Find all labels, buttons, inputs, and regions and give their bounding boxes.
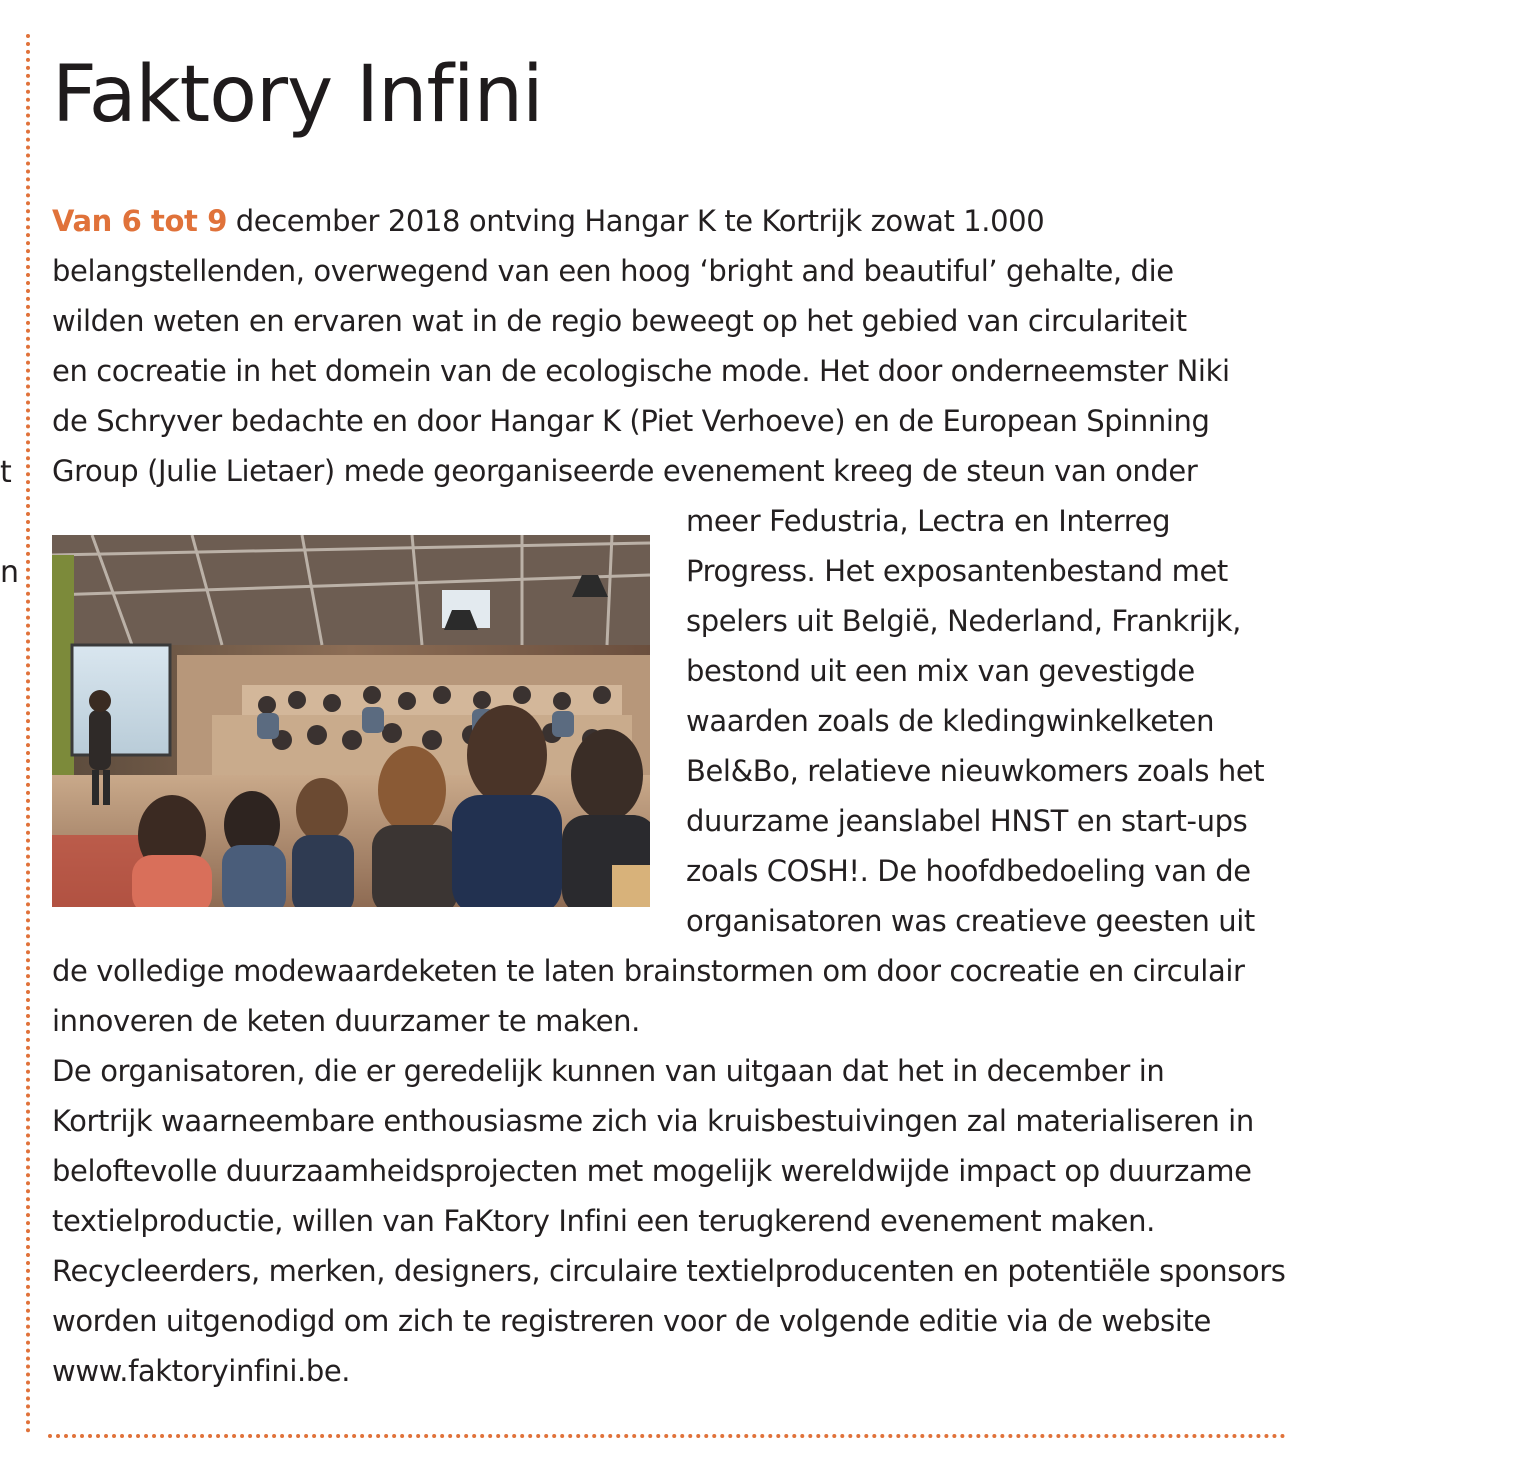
body-line: De organisatoren, die er geredelijk kunnen van uitgaan dat het in december in: [52, 1054, 1165, 1088]
body-line: worden uitgenodigd om zich te registreren voor de volgende editie via de website: [52, 1304, 1211, 1338]
body-line: wilden weten en ervaren wat in de regio beweegt op het gebied van circulariteit: [52, 304, 1187, 338]
body-line: de volledige modewaardeketen te laten brainstormen om door cocreatie en circulair: [52, 954, 1245, 988]
article-title: Faktory Infini: [52, 50, 543, 140]
body-line: meer Fedustria, Lectra en Interreg: [686, 504, 1171, 538]
body-line: en cocreatie in het domein van de ecologische mode. Het door onderneemster Niki: [52, 354, 1230, 388]
body-line: organisatoren was creatieve geesten uit: [686, 904, 1255, 938]
body-line: bestond uit een mix van gevestigde: [686, 654, 1195, 688]
body-line: Van 6 tot 9 december 2018 ontving Hangar K te Kortrijk zowat 1.000: [52, 204, 1045, 238]
adjacent-column-fragment: n: [0, 555, 20, 590]
dotted-horizontal-rule: [48, 1434, 1286, 1438]
adjacent-column-fragment: t: [0, 455, 12, 490]
dotted-vertical-rule: [26, 34, 30, 1434]
body-line: Bel&Bo, relatieve nieuwkomers zoals het: [686, 754, 1265, 788]
body-line: belangstellenden, overwegend van een hoog ‘bright and beautiful’ gehalte, die: [52, 254, 1174, 288]
body-line: Progress. Het exposantenbestand met: [686, 554, 1228, 588]
body-line: spelers uit België, Nederland, Frankrijk,: [686, 604, 1241, 638]
body-line: Recycleerders, merken, designers, circulaire textielproducenten en potentiële sponsors: [52, 1254, 1286, 1288]
body-line: duurzame jeanslabel HNST en start-ups: [686, 804, 1248, 838]
body-line: zoals COSH!. De hoofdbedoeling van de: [686, 854, 1251, 888]
lead-in: Van 6 tot 9: [52, 204, 227, 238]
website-link[interactable]: www.faktoryinfini.be.: [52, 1354, 351, 1388]
body-line: beloftevolle duurzaamheidsprojecten met mogelijk wereldwijde impact op duurzame: [52, 1154, 1252, 1188]
body-line: Group (Julie Lietaer) mede georganiseerde evenement kreeg de steun van onder: [52, 454, 1198, 488]
body-line: de Schryver bedachte en door Hangar K (Piet Verhoeve) en de European Spinning: [52, 404, 1210, 438]
body-line: Kortrijk waarneembare enthousiasme zich via kruisbestuivingen zal materialiseren in: [52, 1104, 1254, 1138]
body-line: waarden zoals de kledingwinkelketen: [686, 704, 1215, 738]
body-line: innoveren de keten duurzamer te maken.: [52, 1004, 640, 1038]
event-audience-photo: [52, 535, 650, 907]
body-line: textielproductie, willen van FaKtory Infini een terugkerend evenement maken.: [52, 1204, 1155, 1238]
